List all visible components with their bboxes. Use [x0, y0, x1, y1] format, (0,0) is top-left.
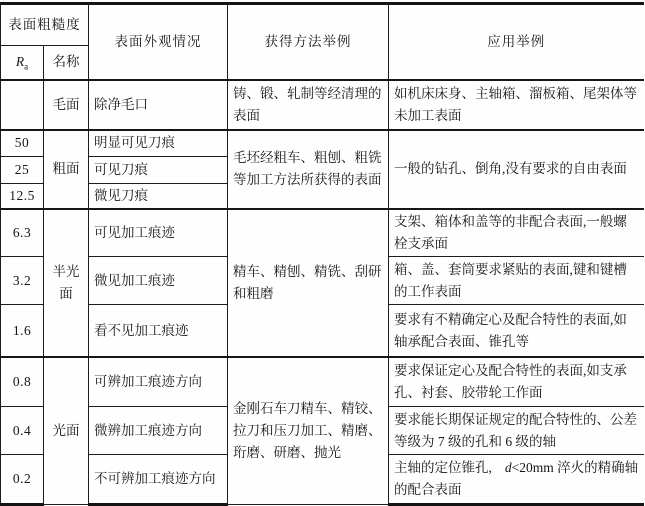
appearance-cell: 可辨加工痕迹方向 — [89, 357, 228, 407]
method-cell: 铸、锻、轧制等经清理的表面 — [228, 80, 389, 130]
method-cell: 精车、精刨、精铣、刮研和粗磨 — [228, 209, 389, 357]
application-cell — [389, 455, 644, 505]
table-row — [1, 80, 644, 130]
table-row — [1, 130, 644, 157]
surface-roughness-table — [0, 2, 644, 506]
ra-symbol: R — [15, 53, 25, 69]
table-row — [1, 209, 644, 257]
ra-value-cell: 3.2 — [1, 257, 44, 305]
header-ra — [1, 46, 44, 80]
ra-value-cell: 50 — [1, 130, 44, 157]
appearance-cell: 除净毛口 — [89, 80, 228, 130]
ra-value-cell: 0.4 — [1, 407, 44, 455]
diameter-variable: d — [504, 460, 512, 476]
appearance-cell: 不可辨加工痕迹方向 — [89, 455, 228, 505]
appearance-cell: 微见刀痕 — [89, 184, 228, 209]
method-cell: 金刚石车刀精车、精铰、拉刀和压刀加工、精磨、珩磨、研磨、抛光 — [228, 357, 389, 505]
header-row-1 — [1, 4, 644, 46]
surface-name-cell: 半光面 — [44, 209, 89, 357]
ra-value-cell: 1.6 — [1, 305, 44, 357]
appearance-cell: 明显可见刀痕 — [89, 130, 228, 157]
header-application: 应用举例 — [389, 4, 644, 80]
ra-value-cell: 0.2 — [1, 455, 44, 505]
application-cell: 一般的钻孔、倒角,没有要求的自由表面 — [389, 130, 644, 209]
application-cell: 要求能长期保证规定的配合特性的、公差等级为 7 级的孔和 6 级的轴 — [389, 407, 644, 455]
ra-value-cell: 0.8 — [1, 357, 44, 407]
application-text: 主轴的定位锥孔, — [394, 460, 492, 476]
application-cell: 如机床床身、主轴箱、溜板箱、尾架体等未加工表面 — [389, 80, 644, 130]
ra-value-cell: 12.5 — [1, 184, 44, 209]
appearance-cell: 看不见加工痕迹 — [89, 305, 228, 357]
header-name: 名称 — [44, 46, 89, 80]
header-method: 获得方法举例 — [228, 4, 389, 80]
table-row — [1, 357, 644, 407]
header-roughness-group: 表面粗糙度 — [1, 4, 89, 46]
appearance-cell: 微见加工痕迹 — [89, 257, 228, 305]
surface-name-cell: 光面 — [44, 357, 89, 505]
appearance-cell: 微辨加工痕迹方向 — [89, 407, 228, 455]
application-cell: 要求保证定心及配合特性的表面,如支承孔、衬套、胶带轮工作面 — [389, 357, 644, 407]
ra-value-cell: 6.3 — [1, 209, 44, 257]
appearance-cell: 可见加工痕迹 — [89, 209, 228, 257]
surface-name-cell: 粗面 — [44, 130, 89, 209]
ra-value-cell: 25 — [1, 157, 44, 184]
method-cell: 毛坯经粗车、粗刨、粗铣等加工方法所获得的表面 — [228, 130, 389, 209]
application-cell: 支架、箱体和盖等的非配合表面,一般螺栓支承面 — [389, 209, 644, 257]
ra-value-cell — [1, 80, 44, 130]
application-text: <20mm 淬火的精确轴的配合表面 — [394, 460, 639, 498]
application-cell: 箱、盖、套筒要求紧贴的表面,键和键槽的工作表面 — [389, 257, 644, 305]
surface-name-cell: 毛面 — [44, 80, 89, 130]
ra-subscript: a — [24, 61, 29, 72]
application-cell: 要求有不精确定心及配合特性的表面,如轴承配合表面、锥孔等 — [389, 305, 644, 357]
appearance-cell: 可见刀痕 — [89, 157, 228, 184]
header-appearance: 表面外观情况 — [89, 4, 228, 80]
